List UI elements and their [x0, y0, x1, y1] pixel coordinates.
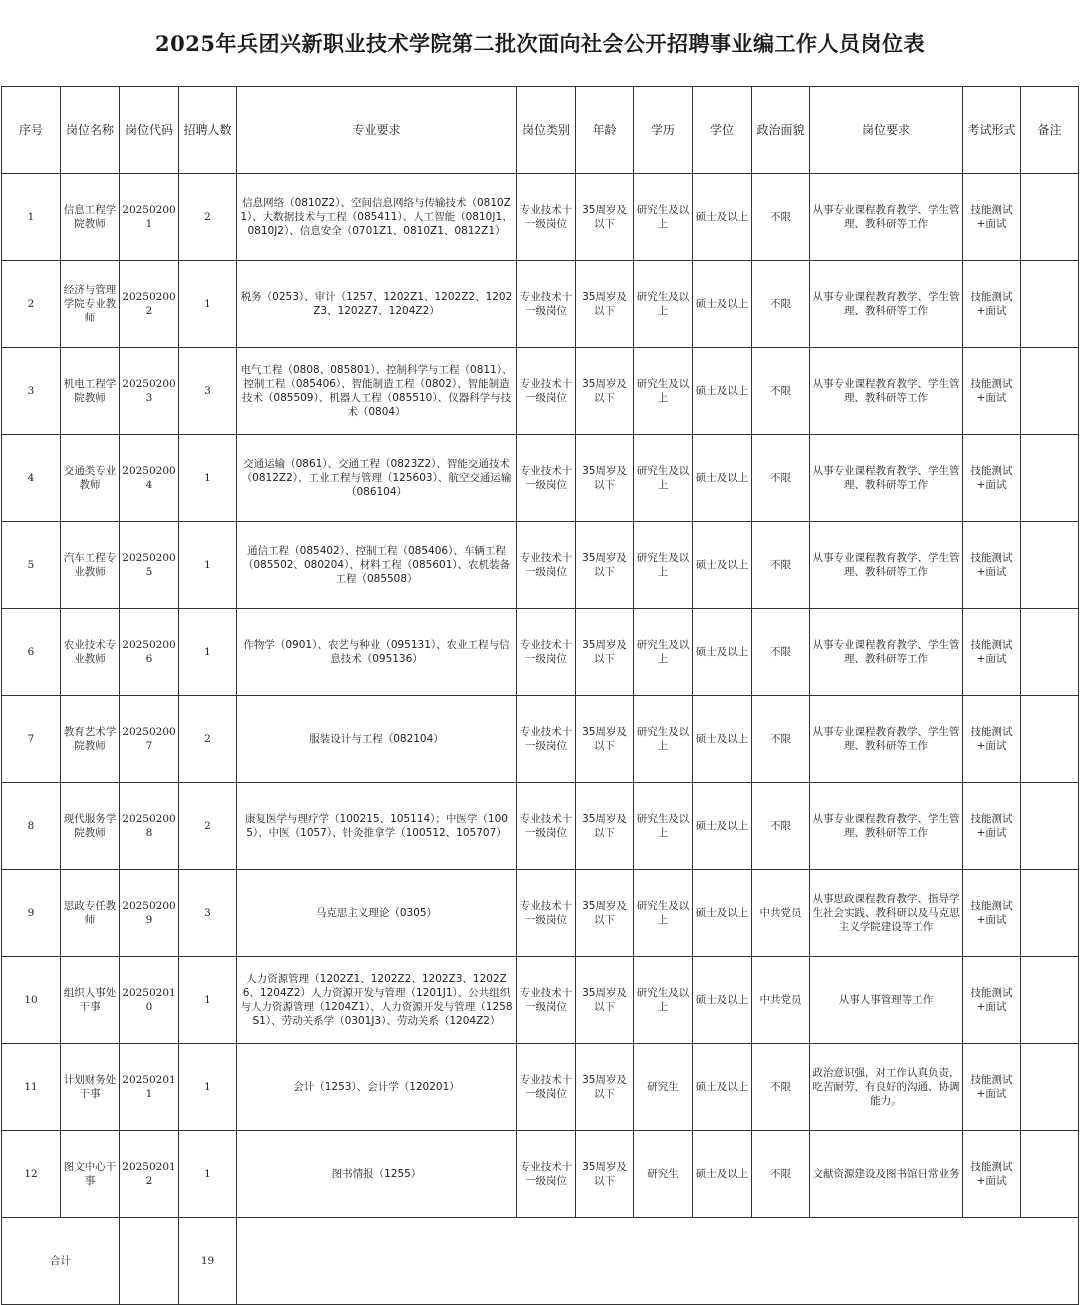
cell-position-name: 组织人事处干事	[61, 957, 120, 1044]
cell-exam-format: 技能测试+面试	[963, 870, 1021, 957]
cell-political-status: 不限	[752, 522, 810, 609]
table-row	[2, 609, 1079, 696]
cell-position-category: 专业技术十一级岗位	[517, 522, 576, 609]
cell-hire-count: 3	[179, 348, 237, 435]
cell-position-name: 交通类专业教师	[61, 435, 120, 522]
cell-position-code: 202502004	[120, 435, 179, 522]
cell-hire-count: 3	[179, 870, 237, 957]
cell-political-status: 不限	[752, 609, 810, 696]
cell-no: 7	[2, 696, 61, 783]
cell-political-status: 中共党员	[752, 957, 810, 1044]
cell-position-requirement: 从事专业课程教育教学、学生管理、教科研等工作	[810, 696, 963, 783]
cell-degree: 硕士及以上	[693, 435, 752, 522]
cell-degree: 硕士及以上	[693, 261, 752, 348]
cell-position-requirement: 从事专业课程教育教学、学生管理、教科研等工作	[810, 522, 963, 609]
cell-education: 研究生及以上	[634, 348, 693, 435]
cell-age: 35周岁及以下	[576, 1131, 634, 1218]
cell-position-requirement: 从事专业课程教育教学、学生管理、教科研等工作	[810, 609, 963, 696]
table-body	[2, 174, 1079, 1218]
table-row	[2, 348, 1079, 435]
cell-major-requirement: 电气工程（0808、085801）、控制科学与工程（0811）、控制工程（085406）、智能制造工程（0802）、智能制造技术（085509）、机器人工程（085510）、仪器科学与技术（0804）	[237, 348, 517, 435]
header-cell-no: 序号	[2, 87, 61, 174]
table-row	[2, 957, 1079, 1044]
cell-political-status: 不限	[752, 783, 810, 870]
cell-position-code: 202502005	[120, 522, 179, 609]
cell-note	[1021, 174, 1079, 261]
cell-position-name: 教育艺术学院教师	[61, 696, 120, 783]
cell-education: 研究生	[634, 1044, 693, 1131]
cell-position-category: 专业技术十一级岗位	[517, 1131, 576, 1218]
total-blank-area	[237, 1218, 1079, 1305]
cell-hire-count: 2	[179, 696, 237, 783]
cell-note	[1021, 261, 1079, 348]
cell-position-code: 202502001	[120, 174, 179, 261]
cell-position-requirement: 从事专业课程教育教学、学生管理、教科研等工作	[810, 435, 963, 522]
cell-position-category: 专业技术十一级岗位	[517, 957, 576, 1044]
header-cell-political: 政治面貌	[752, 87, 810, 174]
cell-age: 35周岁及以下	[576, 609, 634, 696]
recruitment-table	[1, 86, 1079, 1305]
table-row	[2, 174, 1079, 261]
header-cell-name: 岗位名称	[61, 87, 120, 174]
cell-exam-format: 技能测试+面试	[963, 261, 1021, 348]
cell-major-requirement: 信息网络（0810Z2）、空间信息网络与传输技术（0810Z1）、大数据技术与工程（085411）、人工智能（0810J1、0810J2）、信息安全（0701Z1、0810Z1、0812Z1）	[237, 174, 517, 261]
cell-no: 4	[2, 435, 61, 522]
cell-age: 35周岁及以下	[576, 522, 634, 609]
cell-major-requirement: 通信工程（085402）、控制工程（085406）、车辆工程（085502、080204）、材料工程（085601）、农机装备工程（085508）	[237, 522, 517, 609]
cell-position-category: 专业技术十一级岗位	[517, 435, 576, 522]
table-row	[2, 1131, 1079, 1218]
cell-position-code: 202502006	[120, 609, 179, 696]
cell-major-requirement: 康复医学与理疗学（100215、105114）；中医学（1005）、中医（1057）、针灸推拿学（100512、105707）	[237, 783, 517, 870]
cell-no: 3	[2, 348, 61, 435]
cell-degree: 硕士及以上	[693, 696, 752, 783]
cell-age: 35周岁及以下	[576, 1044, 634, 1131]
cell-exam-format: 技能测试+面试	[963, 1131, 1021, 1218]
cell-major-requirement: 作物学（0901）、农艺与种业（095131）、农业工程与信息技术（095136）	[237, 609, 517, 696]
cell-no: 8	[2, 783, 61, 870]
cell-position-code: 202502012	[120, 1131, 179, 1218]
cell-position-requirement: 文献资源建设及图书馆日常业务	[810, 1131, 963, 1218]
cell-education: 研究生及以上	[634, 957, 693, 1044]
header-cell-major: 专业要求	[237, 87, 517, 174]
cell-age: 35周岁及以下	[576, 783, 634, 870]
cell-position-name: 汽车工程专业教师	[61, 522, 120, 609]
table-row	[2, 783, 1079, 870]
cell-position-requirement: 从事专业课程教育教学、学生管理、教科研等工作	[810, 348, 963, 435]
cell-position-requirement: 从事专业课程教育教学、学生管理、教科研等工作	[810, 261, 963, 348]
cell-education: 研究生	[634, 1131, 693, 1218]
cell-note	[1021, 348, 1079, 435]
table-row	[2, 435, 1079, 522]
cell-note	[1021, 1131, 1079, 1218]
cell-major-requirement: 人力资源管理（1202Z1、1202Z2、1202Z3、1202Z6、1204Z2）人力资源开发与管理（1201J1）、公共组织与人力资源管理（1204Z1）、人力资源开发与管理（1258S1）、劳动关系学（0301J3）、劳动关系（1204Z2）	[237, 957, 517, 1044]
cell-no: 6	[2, 609, 61, 696]
cell-position-category: 专业技术十一级岗位	[517, 696, 576, 783]
cell-age: 35周岁及以下	[576, 174, 634, 261]
cell-hire-count: 1	[179, 1044, 237, 1131]
cell-major-requirement: 马克思主义理论（0305）	[237, 870, 517, 957]
cell-major-requirement: 税务（0253）、审计（1257、1202Z1、1202Z2、1202Z3、1202Z7、1204Z2）	[237, 261, 517, 348]
cell-age: 35周岁及以下	[576, 696, 634, 783]
cell-no: 1	[2, 174, 61, 261]
cell-hire-count: 1	[179, 522, 237, 609]
cell-no: 9	[2, 870, 61, 957]
header-cell-exam: 考试形式	[963, 87, 1021, 174]
cell-political-status: 不限	[752, 348, 810, 435]
cell-hire-count: 1	[179, 261, 237, 348]
header-cell-requirement: 岗位要求	[810, 87, 963, 174]
cell-position-name: 图文中心干事	[61, 1131, 120, 1218]
cell-note	[1021, 1044, 1079, 1131]
header-cell-age: 年龄	[576, 87, 634, 174]
table-row	[2, 1044, 1079, 1131]
cell-education: 研究生及以上	[634, 174, 693, 261]
cell-education: 研究生及以上	[634, 696, 693, 783]
cell-major-requirement: 交通运输（0861）、交通工程（0823Z2）、智能交通技术（0812Z2）、工业工程与管理（125603）、航空交通运输（086104）	[237, 435, 517, 522]
cell-position-name: 现代服务学院教师	[61, 783, 120, 870]
cell-position-name: 经济与管理学院专业教师	[61, 261, 120, 348]
cell-position-category: 专业技术十一级岗位	[517, 1044, 576, 1131]
header-cell-count: 招聘人数	[179, 87, 237, 174]
cell-no: 12	[2, 1131, 61, 1218]
cell-note	[1021, 783, 1079, 870]
cell-exam-format: 技能测试+面试	[963, 348, 1021, 435]
cell-position-code: 202502010	[120, 957, 179, 1044]
cell-major-requirement: 服装设计与工程（082104）	[237, 696, 517, 783]
cell-political-status: 不限	[752, 696, 810, 783]
header-cell-degree: 学位	[693, 87, 752, 174]
cell-note	[1021, 522, 1079, 609]
cell-position-category: 专业技术十一级岗位	[517, 348, 576, 435]
cell-position-name: 计划财务处干事	[61, 1044, 120, 1131]
table-row	[2, 870, 1079, 957]
cell-exam-format: 技能测试+面试	[963, 783, 1021, 870]
cell-exam-format: 技能测试+面试	[963, 609, 1021, 696]
cell-note	[1021, 957, 1079, 1044]
cell-political-status: 不限	[752, 435, 810, 522]
cell-position-name: 机电工程学院教师	[61, 348, 120, 435]
cell-exam-format: 技能测试+面试	[963, 696, 1021, 783]
cell-degree: 硕士及以上	[693, 1044, 752, 1131]
cell-degree: 硕士及以上	[693, 783, 752, 870]
cell-exam-format: 技能测试+面试	[963, 522, 1021, 609]
cell-degree: 硕士及以上	[693, 609, 752, 696]
cell-hire-count: 1	[179, 609, 237, 696]
cell-position-code: 202502003	[120, 348, 179, 435]
cell-position-name: 农业技术专业教师	[61, 609, 120, 696]
cell-position-category: 专业技术十一级岗位	[517, 870, 576, 957]
header-cell-note: 备注	[1021, 87, 1079, 174]
cell-political-status: 不限	[752, 1131, 810, 1218]
cell-education: 研究生及以上	[634, 609, 693, 696]
cell-position-name: 信息工程学院教师	[61, 174, 120, 261]
cell-degree: 硕士及以上	[693, 348, 752, 435]
cell-no: 5	[2, 522, 61, 609]
cell-degree: 硕士及以上	[693, 174, 752, 261]
cell-hire-count: 2	[179, 783, 237, 870]
cell-position-category: 专业技术十一级岗位	[517, 609, 576, 696]
cell-exam-format: 技能测试+面试	[963, 435, 1021, 522]
table-row	[2, 522, 1079, 609]
cell-age: 35周岁及以下	[576, 870, 634, 957]
cell-position-requirement: 从事人事管理等工作	[810, 957, 963, 1044]
cell-position-code: 202502009	[120, 870, 179, 957]
cell-education: 研究生及以上	[634, 522, 693, 609]
cell-education: 研究生及以上	[634, 783, 693, 870]
total-count: 19	[179, 1218, 237, 1305]
cell-hire-count: 1	[179, 1131, 237, 1218]
cell-exam-format: 技能测试+面试	[963, 174, 1021, 261]
cell-degree: 硕士及以上	[693, 957, 752, 1044]
cell-age: 35周岁及以下	[576, 348, 634, 435]
table-row	[2, 696, 1079, 783]
cell-political-status: 中共党员	[752, 870, 810, 957]
cell-education: 研究生及以上	[634, 435, 693, 522]
cell-political-status: 不限	[752, 1044, 810, 1131]
cell-political-status: 不限	[752, 174, 810, 261]
cell-position-name: 思政专任教师	[61, 870, 120, 957]
cell-education: 研究生及以上	[634, 870, 693, 957]
document-title: 2025年兵团兴新职业技术学院第二批次面向社会公开招聘事业编工作人员岗位表	[155, 31, 925, 56]
cell-major-requirement: 会计（1253）、会计学（120201）	[237, 1044, 517, 1131]
total-label: 合计	[2, 1218, 120, 1305]
cell-position-requirement: 从事专业课程教育教学、学生管理、教科研等工作	[810, 783, 963, 870]
cell-hire-count: 1	[179, 957, 237, 1044]
table-row	[2, 261, 1079, 348]
cell-age: 35周岁及以下	[576, 261, 634, 348]
cell-position-requirement: 从事专业课程教育教学、学生管理、教科研等工作	[810, 174, 963, 261]
header-row	[2, 87, 1079, 174]
cell-age: 35周岁及以下	[576, 435, 634, 522]
cell-position-code: 202502007	[120, 696, 179, 783]
cell-age: 35周岁及以下	[576, 957, 634, 1044]
total-empty-cell	[120, 1218, 179, 1305]
cell-position-category: 专业技术十一级岗位	[517, 261, 576, 348]
cell-hire-count: 1	[179, 435, 237, 522]
cell-position-code: 202502011	[120, 1044, 179, 1131]
cell-note	[1021, 435, 1079, 522]
cell-hire-count: 2	[179, 174, 237, 261]
cell-degree: 硕士及以上	[693, 1131, 752, 1218]
cell-major-requirement: 图书情报（1255）	[237, 1131, 517, 1218]
cell-education: 研究生及以上	[634, 261, 693, 348]
cell-degree: 硕士及以上	[693, 870, 752, 957]
cell-position-requirement: 政治意识强，对工作认真负责，吃苦耐劳，有良好的沟通、协调能力。	[810, 1044, 963, 1131]
cell-exam-format: 技能测试+面试	[963, 957, 1021, 1044]
cell-position-requirement: 从事思政课程教育教学、指导学生社会实践、教科研以及马克思主义学院建设等工作	[810, 870, 963, 957]
cell-no: 10	[2, 957, 61, 1044]
cell-position-code: 202502008	[120, 783, 179, 870]
header-cell-category: 岗位类别	[517, 87, 576, 174]
cell-note	[1021, 609, 1079, 696]
cell-note	[1021, 696, 1079, 783]
cell-political-status: 不限	[752, 261, 810, 348]
cell-position-code: 202502002	[120, 261, 179, 348]
cell-exam-format: 技能测试+面试	[963, 1044, 1021, 1131]
cell-no: 11	[2, 1044, 61, 1131]
total-row	[2, 1218, 1079, 1305]
cell-note	[1021, 870, 1079, 957]
cell-position-category: 专业技术十一级岗位	[517, 174, 576, 261]
header-cell-code: 岗位代码	[120, 87, 179, 174]
cell-position-category: 专业技术十一级岗位	[517, 783, 576, 870]
cell-degree: 硕士及以上	[693, 522, 752, 609]
header-cell-education: 学历	[634, 87, 693, 174]
cell-no: 2	[2, 261, 61, 348]
